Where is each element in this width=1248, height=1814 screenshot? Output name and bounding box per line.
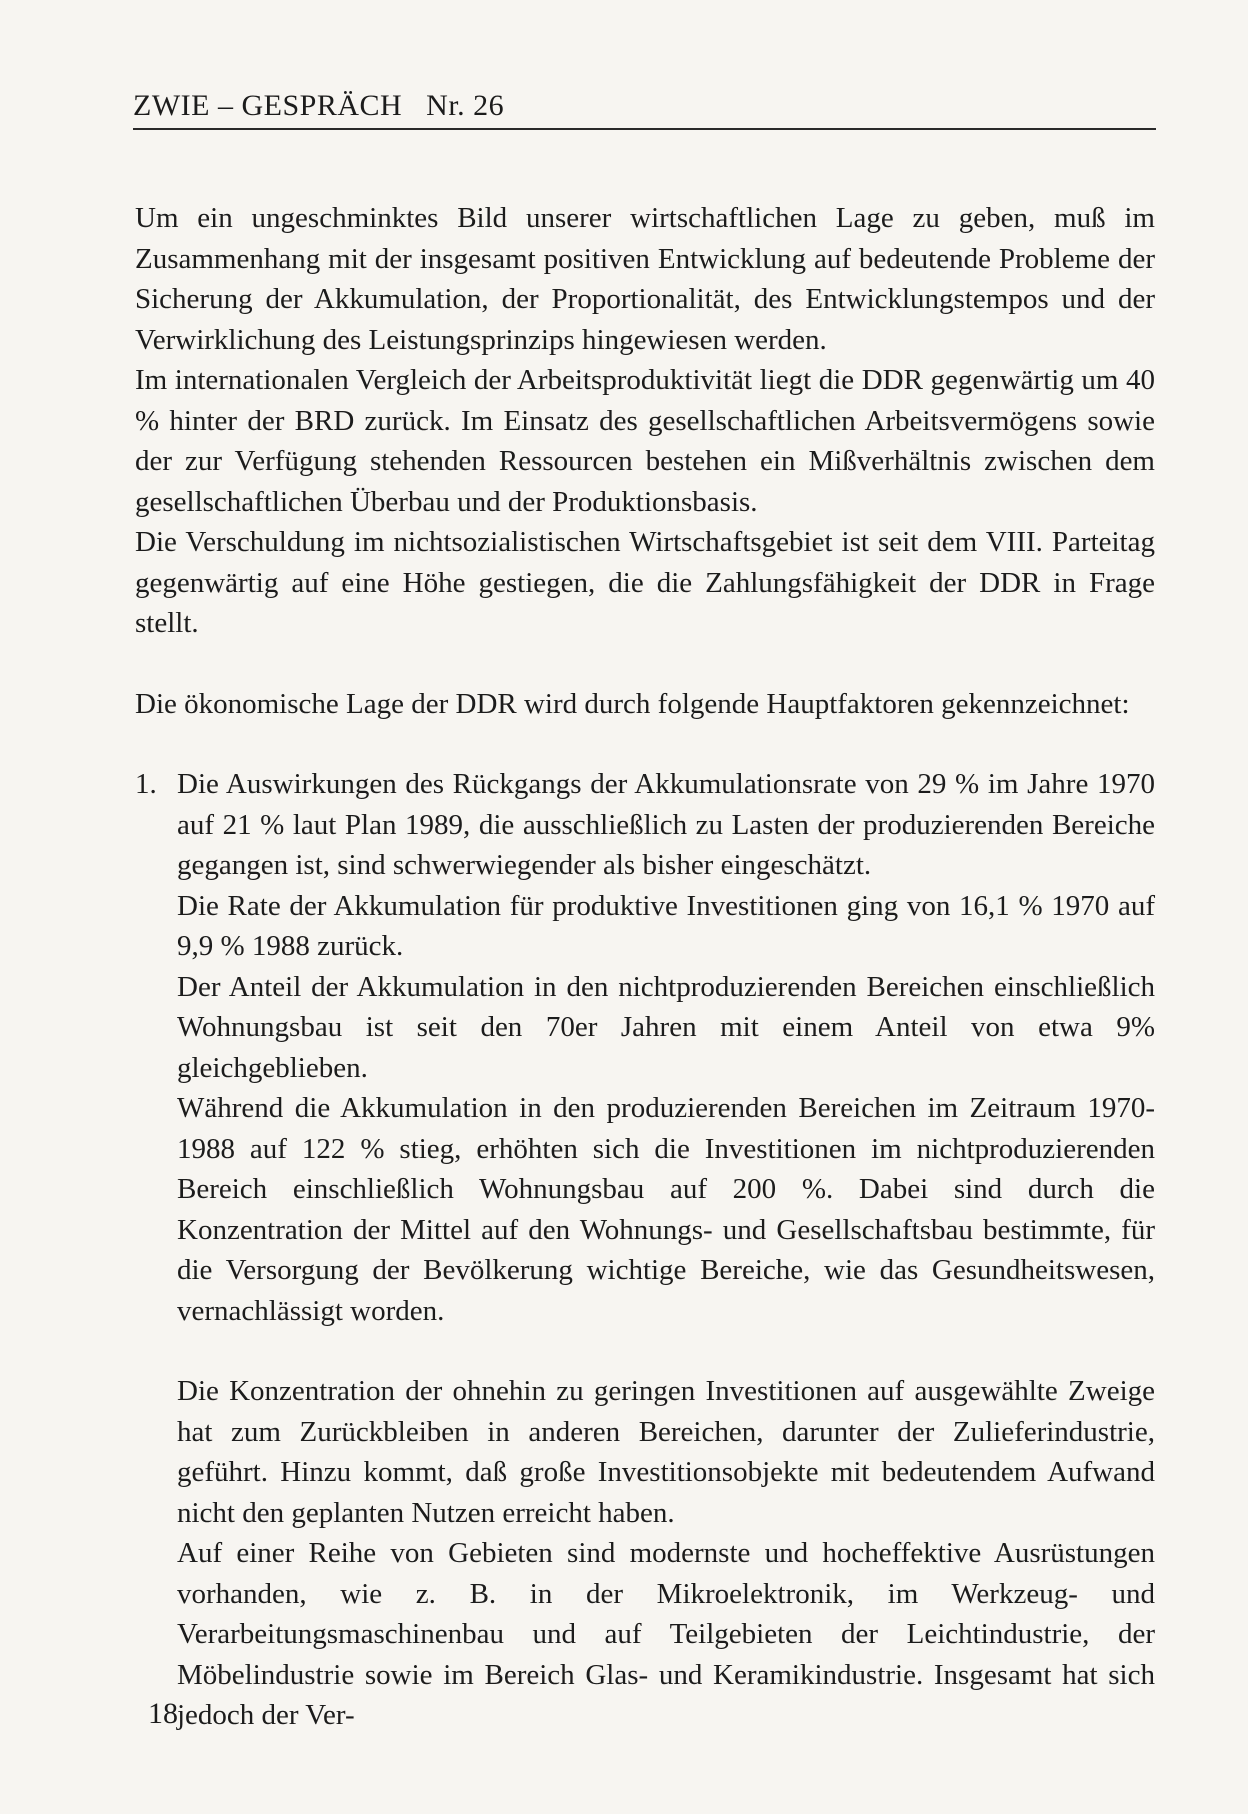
running-head: ZWIE – GESPRÄCH Nr. 26	[133, 89, 505, 122]
list-paragraph: Auf einer Reihe von Gebieten sind modernste und hocheffektive Ausrüstungen vorhanden, wie z. B. in der Mikroelektronik, im Werkzeug- und Verarbeitungsmaschinenbau und auf Teilgebieten der Leichtindustrie, der Möbelindustrie sowie im Bereich Glas- und Keramikindustrie. Insgesamt hat sich jedoch der Ver-	[177, 1537, 1155, 1731]
list-paragraph: Die Konzentration der ohnehin zu geringen Investitionen auf ausgewählte Zweige hat zum Zurückbleiben in anderen Bereichen, darunter der Zulieferindustrie, geführt. Hinzu kommt, daß große Investitionsobjekte mit bedeutendem Aufwand nicht den geplanten Nutzen erreicht haben.	[177, 1375, 1155, 1529]
paragraph-intro: Um ein ungeschminktes Bild unserer wirtschaftlichen Lage zu geben, muß im Zusammenhang mit der insgesamt positiven Entwicklung auf bedeutende Probleme der Sicherung der Akkumulation, der Proportionalität, des Entwicklungstempos und der Verwirklichung des Leistungsprinzips hingewiesen werden.	[135, 202, 1155, 356]
paragraph-factors-lead: Die ökonomische Lage der DDR wird durch folgende Hauptfaktoren gekennzeichnet:	[135, 687, 1130, 720]
paragraph-debt: Die Verschuldung im nichtsozialistischen Wirtschaftsgebiet ist seit dem VIII. Parteitag gegenwärtig auf eine Höhe gestiegen, die die Zahlungsfähigkeit der DDR in Frage stellt.	[135, 526, 1155, 639]
header-rule	[133, 128, 1156, 130]
list-paragraph: Die Rate der Akkumulation für produktive Investitionen ging von 16,1 % 1970 auf 9,9 % 1988 zurück.	[177, 889, 1155, 962]
paragraph-spacer	[135, 724, 1155, 764]
list-paragraph: Der Anteil der Akkumulation in den nichtproduzierenden Bereichen einschließlich Wohnungsbau ist seit den 70er Jahren mit einem Anteil von etwa 9% gleichgeblieben.	[177, 970, 1155, 1084]
paragraph-spacer	[177, 1331, 1155, 1371]
list-paragraph: Während die Akkumulation in den produzierenden Bereichen im Zeitraum 1970-1988 auf 122 % stieg, erhöhten sich die Investitionen im nichtproduzierenden Bereich einschließlich Wohnungsbau auf 200 %. Dabei sind durch die Konzentration der Mittel auf den Wohnungs- und Gesellschaftsbau bestimmte, für die Versorgung der Bevölkerung wichtige Bereiche, wie das Gesundheitswesen, vernachlässigt worden.	[177, 1092, 1155, 1327]
paragraph-spacer	[135, 644, 1155, 684]
list-paragraph: Die Auswirkungen des Rückgangs der Akkumulationsrate von 29 % im Jahre 1970 auf 21 % laut Plan 1989, die ausschließlich zu Lasten der produzierenden Bereiche gegangen ist, sind schwerwiegender als bisher eingeschätzt.	[177, 768, 1155, 881]
paragraph-productivity: Im internationalen Vergleich der Arbeitsproduktivität liegt die DDR gegenwärtig um 40 % hinter der BRD zurück. Im Einsatz des gesellschaftlichen Arbeitsvermögens sowie der zur Verfügung stehenden Ressourcen bestehen ein Mißverhältnis zwischen dem gesellschaftlichen Überbau und der Produktionsbasis.	[135, 364, 1155, 518]
page-number: 18	[148, 1697, 178, 1730]
body-text	[135, 198, 1155, 1736]
list-item-1	[135, 764, 1155, 1736]
list-number: 1.	[135, 768, 157, 800]
